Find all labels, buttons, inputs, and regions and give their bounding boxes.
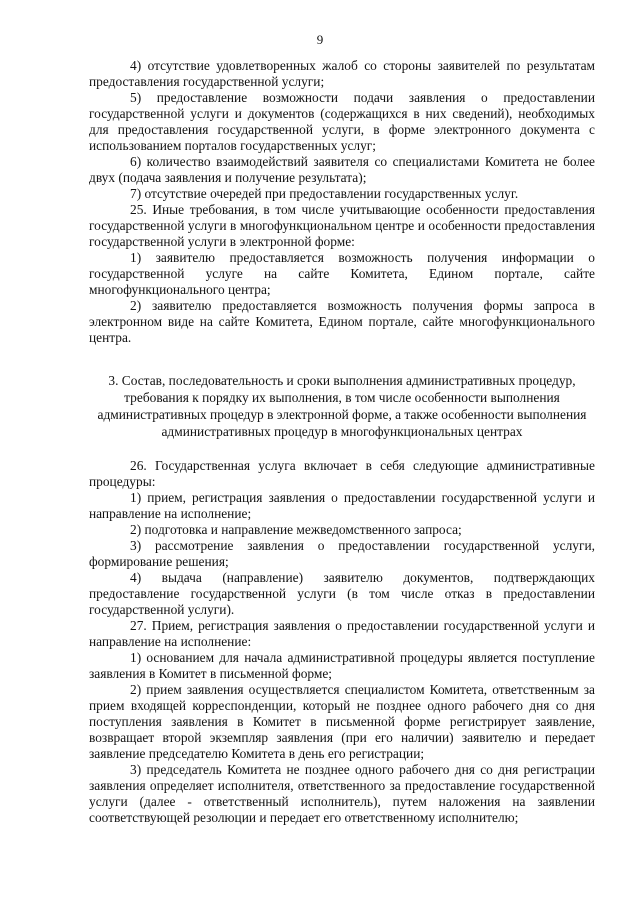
page-number: 9 [316, 32, 324, 47]
paragraph: 27. Прием, регистрация заявления о предоставлении государственной услуги и направление на исполнение: [89, 618, 595, 649]
paragraph: 2) заявителю предоставляется возможность получения формы запроса в электронном виде на сайте Комитета, Едином портале, сайте многофункционального центра. [89, 298, 595, 345]
paragraph: 4) выдача (направление) заявителю документов, подтверждающих предоставление государственной услуги (в том числе отказ в предоставлении государственной услуги). [89, 570, 595, 617]
paragraph: 2) прием заявления осуществляется специалистом Комитета, ответственным за прием входящей корреспонденции, который не позднее одного рабочего дня со дня поступления заявления в Комитет в письменной форме регистрирует заявление, возвращает второй экземпляр заявления (при его наличии) заявителю и передает заявление председателю Комитета в день его регистрации; [89, 682, 595, 761]
paragraph: 26. Государственная услуга включает в себя следующие административные процедуры: [89, 458, 595, 489]
paragraph: 4) отсутствие удовлетворенных жалоб со стороны заявителей по результатам предоставления государственной услуги; [89, 58, 595, 89]
paragraph: 1) заявителю предоставляется возможность получения информации о государственной услуге на сайте Комитета, Едином портале, сайте многофункционального центра; [89, 250, 595, 297]
section-heading: 3. Состав, последовательность и сроки выполнения административных процедур, требования к порядку их выполнения, в том числе особенности выполнения административных процедур в электронной форме, а также особенности выполнения административных процедур в многофункциональных центрах [97, 373, 587, 439]
paragraph: 25. Иные требования, в том числе учитывающие особенности предоставления государственной услуги в многофункциональном центре и особенности предоставления государственной услуги в электронной форме: [89, 202, 595, 249]
paragraph: 7) отсутствие очередей при предоставлении государственных услуг. [130, 186, 519, 201]
paragraph: 2) подготовка и направление межведомственного запроса; [130, 522, 462, 537]
paragraph: 5) предоставление возможности подачи заявления о предоставлении государственной услуги и документов (содержащихся в них сведений), необходимых для предоставления государственной услуги, в форме электронного документа с использованием порталов государственных услуг; [89, 90, 595, 153]
paragraph: 1) основанием для начала административной процедуры является поступление заявления в Комитет в письменной форме; [89, 650, 595, 681]
paragraph: 3) председатель Комитета не позднее одного рабочего дня со дня регистрации заявления определяет исполнителя, ответственного за предоставление государственной услуги (далее - ответственный исполнитель), путем наложения на заявлении соответствующей резолюции и передает его ответственному исполнителю; [89, 762, 595, 825]
paragraph: 1) прием, регистрация заявления о предоставлении государственной услуги и направление на исполнение; [89, 490, 595, 521]
paragraph: 6) количество взаимодействий заявителя со специалистами Комитета не более двух (подача заявления и получение результата); [89, 154, 595, 185]
document-body [89, 58, 595, 826]
paragraph: 3) рассмотрение заявления о предоставлении государственной услуги, формирование решения; [89, 538, 595, 569]
